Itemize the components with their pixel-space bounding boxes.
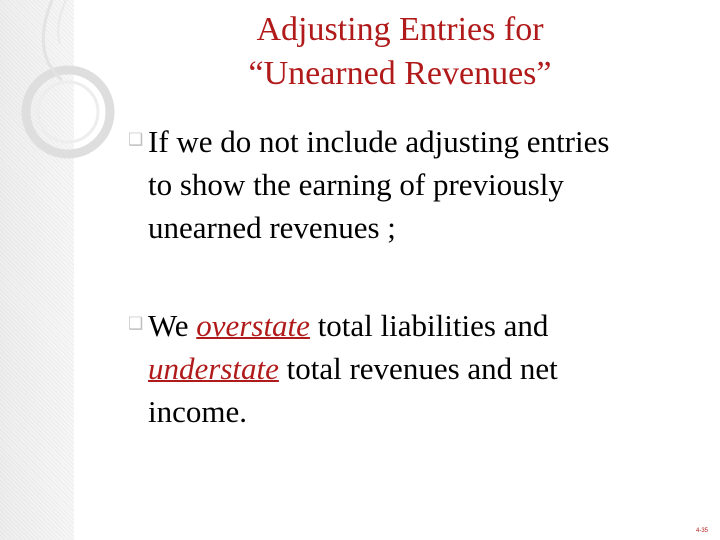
bullet-marker-icon: ❑ — [128, 130, 144, 149]
bullet-2-line-1 — [148, 304, 708, 347]
decorative-side-band — [0, 0, 74, 540]
bullet-1-line-1: If we do not include adjusting entries — [148, 124, 610, 159]
bullet-point-1 — [128, 120, 708, 249]
bullet-1-line-3: unearned revenues ; — [148, 210, 396, 245]
bullet-2-text-2: total revenues and net — [286, 351, 558, 386]
page-number: 4-35 — [695, 528, 708, 534]
emphasis-understate: understate — [148, 351, 279, 386]
bullet-2-text-1: total liabilities and — [317, 308, 549, 343]
title-line-2: “Unearned Revenues” — [248, 55, 552, 92]
bullet-marker-icon: ❑ — [128, 314, 144, 333]
title-line-1: Adjusting Entries for — [256, 11, 544, 48]
bullet-2-line-3: income. — [148, 394, 247, 429]
bullet-2-line-2 — [148, 347, 708, 390]
bullet-1-line-2: to show the earning of previously — [148, 167, 564, 202]
slide-title — [150, 8, 650, 96]
bullet-2-we: We — [148, 308, 189, 343]
emphasis-overstate: overstate — [196, 308, 310, 343]
bullet-point-2 — [128, 304, 708, 433]
